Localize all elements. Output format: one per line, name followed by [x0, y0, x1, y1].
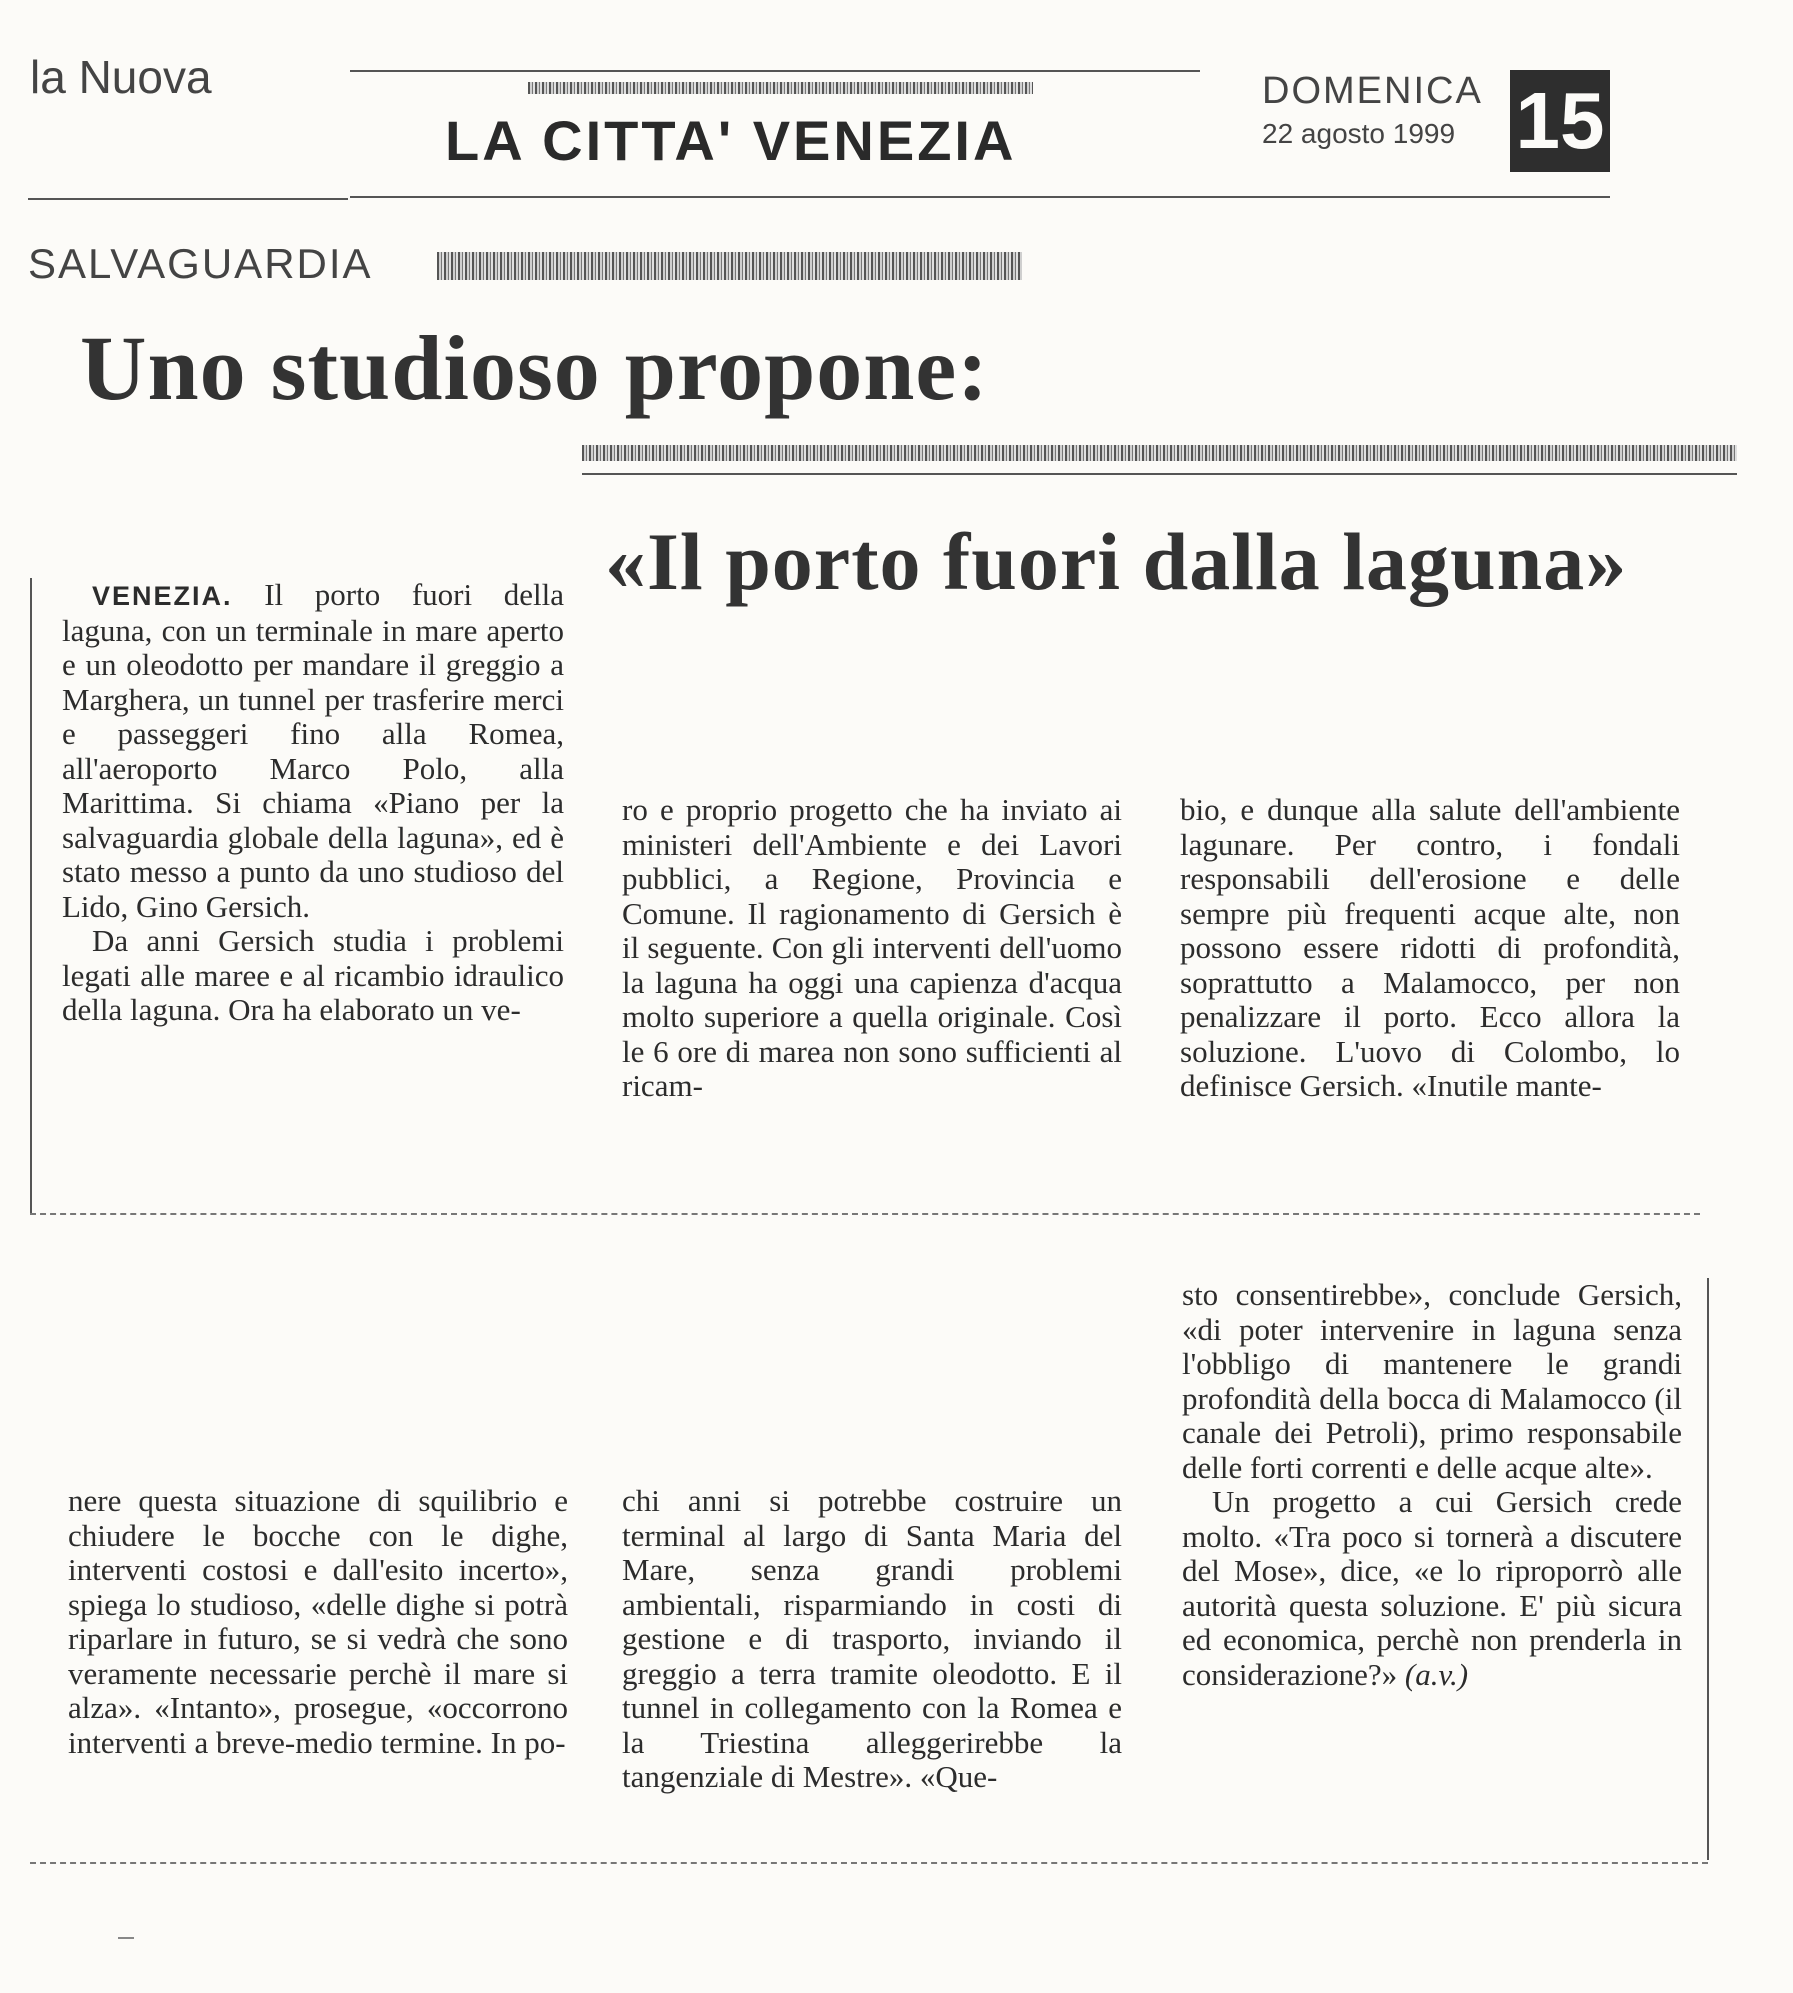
footer-tick [118, 1937, 134, 1939]
headline-hatch-band [582, 445, 1737, 461]
text-column-4 [68, 1484, 568, 1760]
dateline: VENEZIA. [92, 581, 233, 611]
section-title: LA CITTA' VENEZIA [445, 109, 1017, 172]
page-number-badge: 15 [1510, 70, 1610, 172]
text-column-2 [622, 793, 1122, 1104]
upper-bottom-rule [30, 1213, 1700, 1215]
author-signature: (a.v.) [1404, 1656, 1469, 1692]
col4-paragraph: nere questa situazione di squilibrio e chiudere le bocche con le dighe, interventi costosi e dall'esito incerto», spiega lo studioso, «delle dighe si potrà riparlare in futuro, se si vedrà che sono veramente necessarie perchè il mare si alza». «Intanto», prosegue, «occorrono interventi a breve-medio termine. In po- [68, 1483, 568, 1760]
headline-line-1: Uno studioso propone: [80, 317, 989, 419]
lower-bottom-rule [30, 1862, 1708, 1864]
col2-paragraph: ro e proprio progetto che ha inviato ai ministeri dell'Ambiente e dei Lavori pubblici, a Regione, Provincia e Comune. Il ragionamento di Gersich è il seguente. Con gli interventi dell'uomo la laguna ha oggi una capienza d'acqua molto superiore a quella originale. Così le 6 ore di marea non sono sufficienti al ricam- [622, 792, 1122, 1103]
col5-paragraph: chi anni si potrebbe costruire un terminal al largo di Santa Maria del Mare, senza grandi problemi ambientali, risparmiando in costi di gestione e di trasporto, inviando il greggio a terra tramite oleodotto. E il tunnel in collegamento con la Romea e la Triestina alleggerirebbe la tangenziale di Mestre». «Que- [622, 1483, 1122, 1794]
text-column-5 [622, 1484, 1122, 1795]
masthead-top-rule [350, 70, 1200, 72]
masthead-hatch-band [528, 82, 1033, 94]
issue-date: 22 agosto 1999 [1262, 118, 1456, 149]
upper-left-border [30, 578, 32, 1213]
col6-paragraph-2: Un progetto a cui Gersich crede molto. «Tra poco si tornerà a discutere del Mose», dice, «e lo riproporrò alle autorità questa soluzione. E' più sicura ed economica, perchè non prenderla in considerazione?» [1182, 1484, 1682, 1692]
col1-paragraph-2: Da anni Gersich studia i problemi legati alle maree e al ricambio idraulico della laguna. Ora ha elaborato un ve- [62, 923, 564, 1027]
masthead-bottom-rule [350, 196, 1610, 198]
col1-paragraph-1: Il porto fuori della laguna, con un terminale in mare aperto e un oleodotto per mandare il greggio a Marghera, un tunnel per trasferire merci e passeggeri fino alla Romea, all'aeroporto Marco Polo, alla Marittima. Si chiama «Piano per la salvaguardia globale della laguna», ed è stato messo a punto da uno studioso del Lido, Gino Gersich. [62, 577, 564, 924]
col6-paragraph-1: sto consentirebbe», conclude Gersich, «di poter intervenire in laguna senza l'obbligo di mantenere le grandi profondità della bocca di Malamocco (il canale dei Petroli), primo responsabile delle forti correnti e delle acque alte». [1182, 1277, 1682, 1485]
masthead-left-rule [28, 198, 348, 200]
article-rubric: SALVAGUARDIA [28, 240, 373, 287]
lower-right-border [1707, 1278, 1709, 1860]
issue-day: DOMENICA [1262, 70, 1483, 112]
newspaper-brand: la Nuova [30, 51, 212, 103]
rubric-hatch-band [437, 252, 1022, 280]
text-column-6 [1182, 1278, 1682, 1692]
text-column-1 [62, 578, 564, 1028]
col3-paragraph: bio, e dunque alla salute dell'ambiente lagunare. Per contro, i fondali responsabili dell'erosione e delle sempre più frequenti acque alte, non possono essere ridotti di profondità, soprattutto a Malamocco, per non penalizzare il porto. Ecco allora la soluzione. L'uovo di Colombo, lo definisce Gersich. «Inutile mante- [1180, 792, 1680, 1103]
headline-line-2: «Il porto fuori dalla laguna» [605, 516, 1628, 607]
text-column-3 [1180, 793, 1680, 1104]
headline-rule [582, 473, 1737, 475]
